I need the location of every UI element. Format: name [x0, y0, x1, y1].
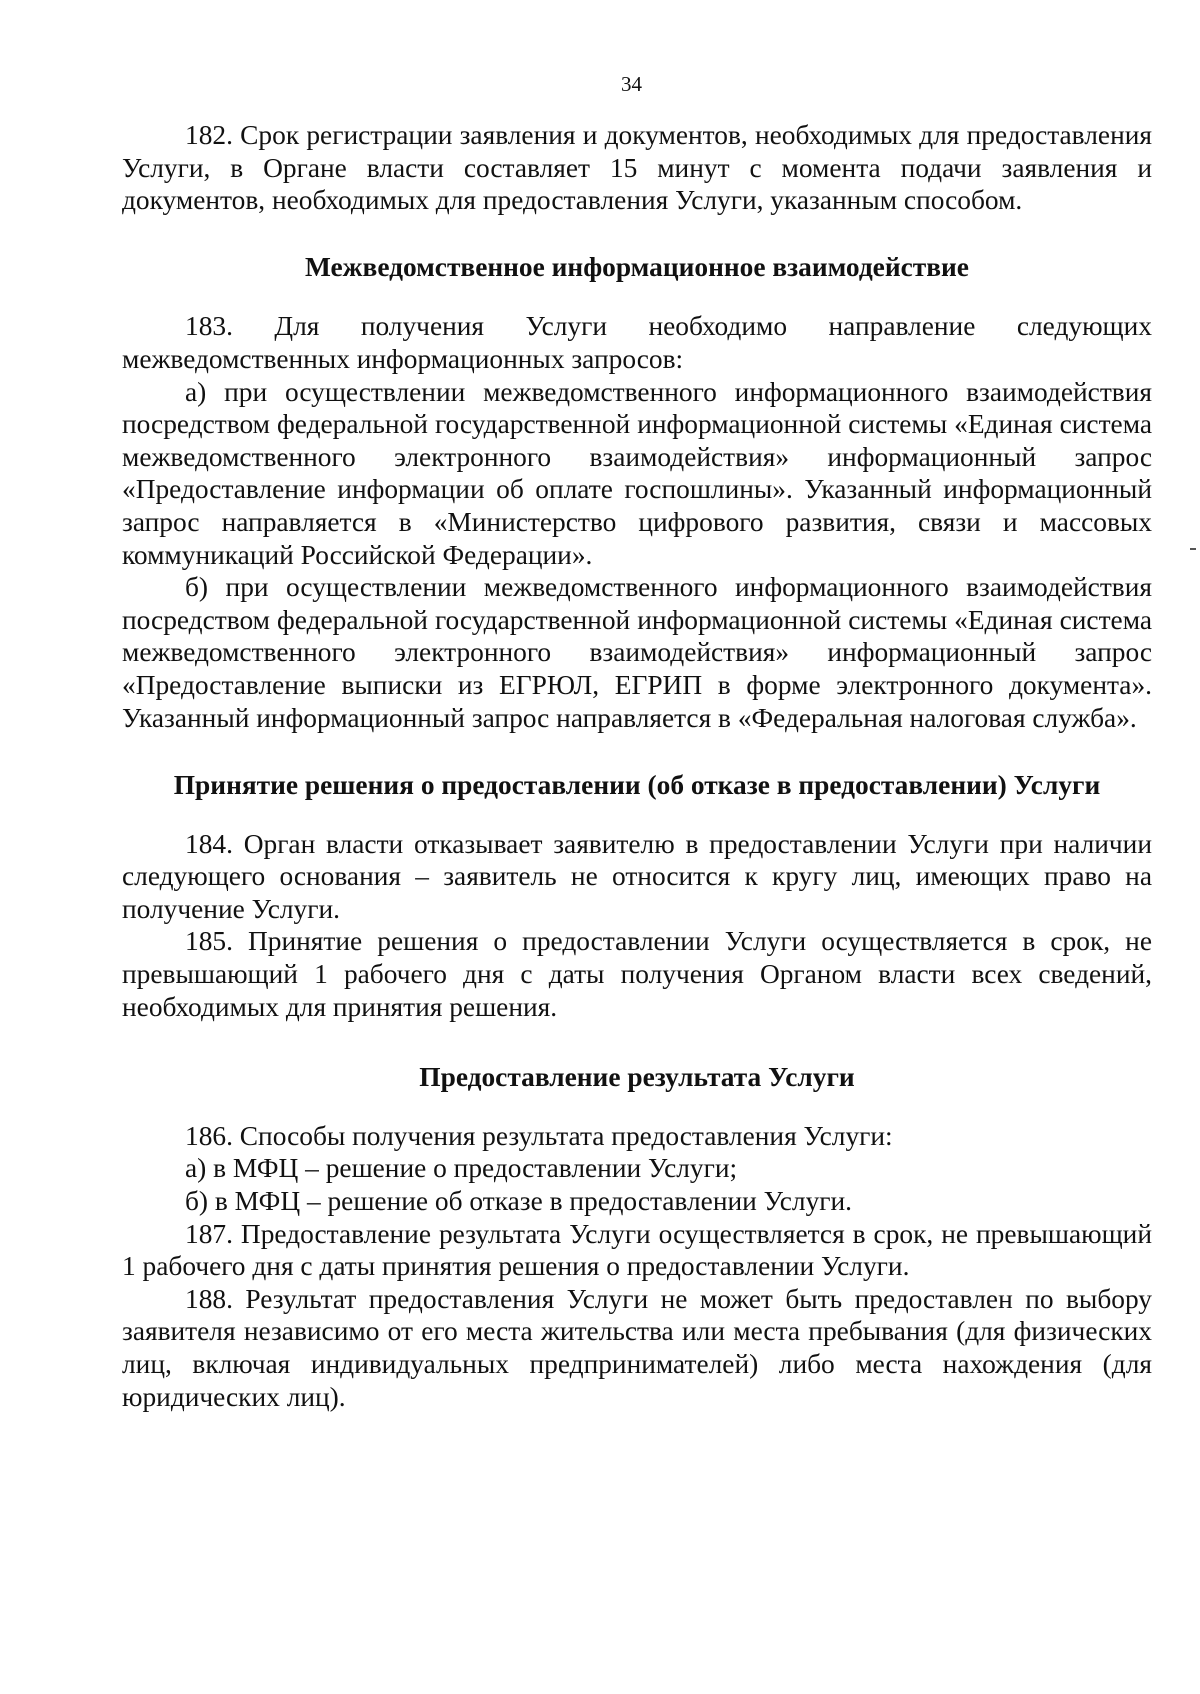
paragraph-184: 184. Орган власти отказывает заявителю в предоставлении Услуги при наличии следующего основания – заявитель не относится к кругу лиц, имеющих право на получение Услуги. [122, 828, 1152, 924]
paragraph-183-a: а) при осуществлении межведомственного информационного взаимодействия посредством федеральной государственной информационной системы «Единая система межведомственного электронного взаимодействия» информационный запрос «Предоставление информации об оплате госпошлины». Указанный информационный запрос направляется в «Министерство цифрового развития, связи и массовых коммуникаций Российской Федерации». [122, 376, 1152, 570]
paragraph-186-b: б) в МФЦ – решение об отказе в предоставлении Услуги. [185, 1186, 853, 1217]
page-number: 34 [621, 72, 642, 96]
scan-edge-mark [1190, 548, 1196, 550]
section-heading-interagency: Межведомственное информационное взаимодействие [305, 251, 969, 282]
paragraph-188: 188. Результат предоставления Услуги не может быть предоставлен по выбору заявителя независимо от его места жительства или места пребывания (для физических лиц, включая индивидуальных предпринимателей) либо места нахождения (для юридических лиц). [122, 1283, 1152, 1412]
section-heading-decision: Принятие решения о предоставлении (об отказе в предоставлении) Услуги [173, 770, 1101, 801]
paragraph-186: 186. Способы получения результата предоставления Услуги: [185, 1120, 893, 1151]
paragraph-182: 182. Срок регистрации заявления и документов, необходимых для предоставления Услуги, в Органе власти составляет 15 минут с момента подачи заявления и документов, необходимых для предоставления Услуги, указанным способом. [122, 120, 1152, 216]
paragraph-183: 183. Для получения Услуги необходимо направление следующих межведомственных информационных запросов: [122, 311, 1152, 374]
paragraph-187: 187. Предоставление результата Услуги осуществляется в срок, не превышающий 1 рабочего дня с даты принятия решения о предоставлении Услуги. [122, 1218, 1152, 1282]
section-heading-result: Предоставление результата Услуги [419, 1062, 855, 1093]
document-body [122, 119, 1152, 1413]
paragraph-183-b: б) при осуществлении межведомственного информационного взаимодействия посредством федеральной государственной информационной системы «Единая система межведомственного электронного взаимодействия» информационный запрос «Предоставление выписки из ЕГРЮЛ, ЕГРИП в форме электронного документа». Указанный информационный запрос направляется в «Федеральная налоговая служба». [122, 572, 1152, 733]
paragraph-185: 185. Принятие решения о предоставлении Услуги осуществляется в срок, не превышающий 1 рабочего дня с даты получения Органом власти всех сведений, необходимых для принятия решения. [122, 926, 1152, 1022]
paragraph-186-a: а) в МФЦ – решение о предоставлении Услуги; [185, 1153, 738, 1184]
